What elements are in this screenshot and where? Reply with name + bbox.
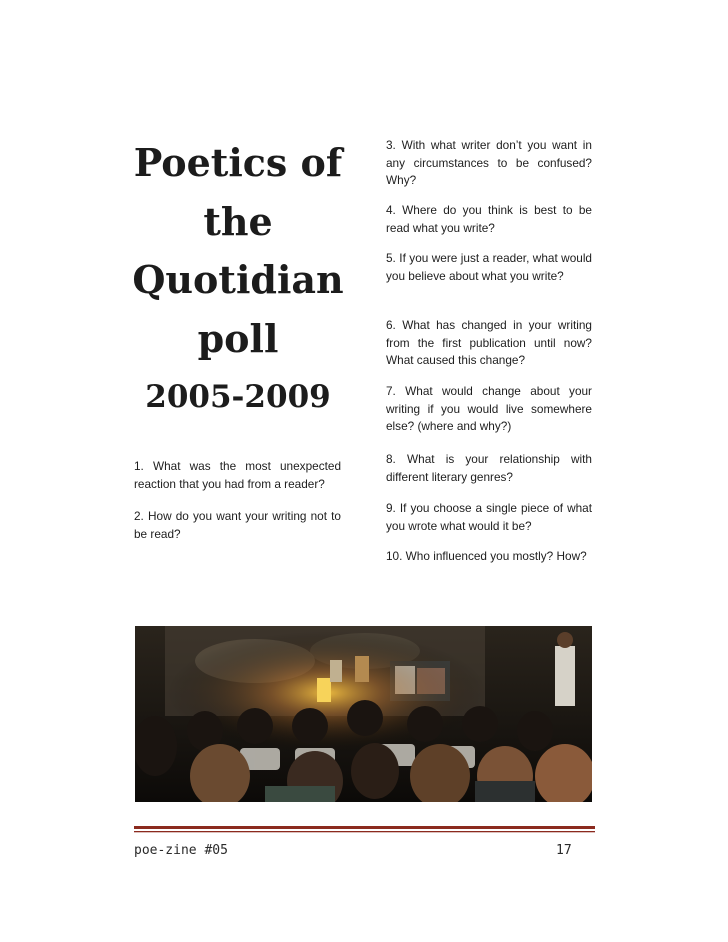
- footer-publication: poe-zine #05: [134, 843, 228, 858]
- question-8: 8. What is your relationship with different literary genres?: [386, 452, 592, 484]
- question-9: 9. If you choose a single piece of what you wrote what would it be?: [386, 501, 592, 533]
- title-line-4: poll: [197, 315, 279, 361]
- question-2: 2. How do you want your writing not to be read?: [134, 509, 341, 541]
- footer-rule: [134, 826, 595, 834]
- title-line-1: Poetics of: [133, 140, 343, 185]
- title-years: 2005-2009: [145, 379, 331, 415]
- audience-scene-image: [135, 626, 592, 802]
- question-5: 5. If you were just a reader, what would you believe about what you write?: [386, 251, 592, 283]
- page-title: [122, 134, 354, 427]
- page-number: 17: [556, 843, 572, 858]
- question-1: 1. What was the most unexpected reaction that you had from a reader?: [134, 459, 341, 491]
- question-7: 7. What would change about your writing if you would live somewhere else? (where and why?): [386, 384, 592, 433]
- title-line-2: the: [203, 198, 273, 244]
- title-line-3: Quotidian: [132, 257, 344, 302]
- question-10: 10. Who influenced you mostly? How?: [386, 549, 587, 563]
- question-6: 6. What has changed in your writing from the first publication until now? What caused this change?: [386, 318, 592, 367]
- question-3: 3. With what writer don’t you want in any circumstances to be confused? Why?: [386, 138, 592, 187]
- event-photo: [135, 626, 592, 802]
- question-4: 4. Where do you think is best to be read what you write?: [386, 203, 592, 235]
